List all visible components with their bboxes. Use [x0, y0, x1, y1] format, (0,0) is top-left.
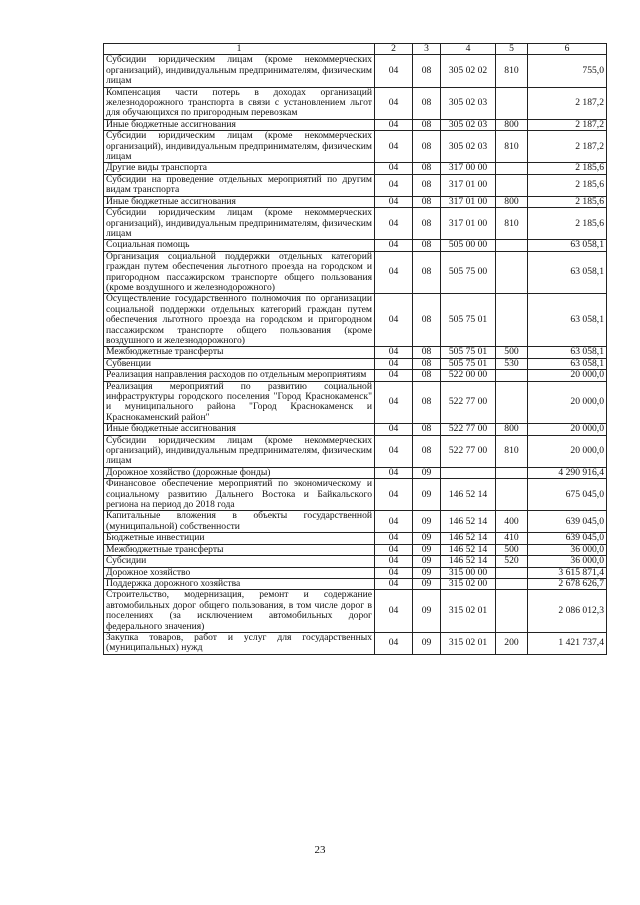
subsection-code-cell: 08: [413, 196, 441, 207]
table-row: [104, 533, 607, 544]
amount-cell: 2 086 012,3: [528, 590, 607, 633]
section-code-cell: 04: [375, 347, 413, 358]
section-code-cell: 04: [375, 294, 413, 347]
expense-type-cell: [496, 163, 528, 174]
target-article-cell: 505 00 00: [441, 240, 496, 251]
amount-cell: 2 187,2: [528, 87, 607, 119]
target-article-cell: 315 00 00: [441, 567, 496, 578]
expense-type-cell: [496, 578, 528, 589]
table-row: [104, 358, 607, 369]
expense-type-cell: 800: [496, 196, 528, 207]
target-article-cell: 305 02 03: [441, 131, 496, 163]
expense-name-cell: Компенсация части потерь в доходах организаций железнодорожного транспорта в связи с установлением льгот для обучающихся по пригородным перевозкам: [104, 87, 375, 119]
table-row: [104, 55, 607, 87]
table-row: [104, 87, 607, 119]
header-row: [104, 44, 607, 55]
subsection-code-cell: 09: [413, 511, 441, 533]
expense-type-cell: 810: [496, 435, 528, 467]
subsection-code-cell: 09: [413, 556, 441, 567]
amount-cell: 63 058,1: [528, 358, 607, 369]
expense-name-cell: Дорожное хозяйство (дорожные фонды): [104, 467, 375, 478]
table-row: [104, 578, 607, 589]
amount-cell: 20 000,0: [528, 370, 607, 381]
expense-name-cell: Осуществление государственного полномочия по организации социальной поддержки отдельных категорий граждан путем обеспечения льготного проезда на городском и пригородном пассажирском транспорте общего пользования (кроме воздушного и железнодорожного): [104, 294, 375, 347]
section-code-cell: 04: [375, 479, 413, 511]
section-code-cell: 04: [375, 511, 413, 533]
page-number: 23: [314, 844, 326, 856]
expense-name-cell: Субсидии юридическим лицам (кроме некоммерческих организаций), индивидуальным предпринимателям, физическим лицам: [104, 208, 375, 240]
amount-cell: 20 000,0: [528, 424, 607, 435]
section-code-cell: 04: [375, 578, 413, 589]
section-code-cell: 04: [375, 370, 413, 381]
table-row: [104, 294, 607, 347]
amount-cell: 63 058,1: [528, 347, 607, 358]
section-code-cell: 04: [375, 467, 413, 478]
expense-type-cell: [496, 240, 528, 251]
expense-type-cell: [496, 467, 528, 478]
section-code-cell: 04: [375, 55, 413, 87]
subsection-code-cell: 09: [413, 479, 441, 511]
section-code-cell: 04: [375, 556, 413, 567]
target-article-cell: 146 52 14: [441, 511, 496, 533]
subsection-code-cell: 08: [413, 87, 441, 119]
amount-cell: 36 000,0: [528, 556, 607, 567]
expense-type-cell: 520: [496, 556, 528, 567]
table-row: [104, 251, 607, 294]
amount-cell: 2 185,6: [528, 208, 607, 240]
section-code-cell: 04: [375, 240, 413, 251]
expense-name-cell: Субсидии: [104, 556, 375, 567]
amount-cell: 63 058,1: [528, 251, 607, 294]
expense-type-cell: [496, 567, 528, 578]
amount-cell: 2 185,6: [528, 163, 607, 174]
section-code-cell: 04: [375, 131, 413, 163]
table-row: [104, 240, 607, 251]
expense-name-cell: Закупка товаров, работ и услуг для государственных (муниципальных) нужд: [104, 632, 375, 654]
target-article-cell: 522 00 00: [441, 370, 496, 381]
expense-type-cell: [496, 251, 528, 294]
amount-cell: 20 000,0: [528, 435, 607, 467]
expense-type-cell: [496, 174, 528, 196]
expense-name-cell: Межбюджетные трансферты: [104, 347, 375, 358]
section-code-cell: 04: [375, 435, 413, 467]
header-cell: 1: [104, 44, 375, 55]
subsection-code-cell: 08: [413, 131, 441, 163]
target-article-cell: 317 01 00: [441, 174, 496, 196]
expense-type-cell: 500: [496, 544, 528, 555]
expense-name-cell: Межбюджетные трансферты: [104, 544, 375, 555]
expense-type-cell: [496, 87, 528, 119]
target-article-cell: 505 75 00: [441, 251, 496, 294]
amount-cell: 63 058,1: [528, 294, 607, 347]
table-row: [104, 511, 607, 533]
section-code-cell: 04: [375, 163, 413, 174]
amount-cell: 2 678 626,7: [528, 578, 607, 589]
expense-name-cell: Субвенции: [104, 358, 375, 369]
table-row: [104, 556, 607, 567]
table-row: [104, 174, 607, 196]
expense-name-cell: Бюджетные инвестиции: [104, 533, 375, 544]
target-article-cell: 505 75 01: [441, 294, 496, 347]
table-row: [104, 381, 607, 424]
expense-type-cell: [496, 590, 528, 633]
subsection-code-cell: 08: [413, 174, 441, 196]
expense-name-cell: Строительство, модернизация, ремонт и содержание автомобильных дорог общего пользования, в том числе дорог в поселениях (за исключением автомобильных дорог федерального значения): [104, 590, 375, 633]
subsection-code-cell: 08: [413, 119, 441, 130]
target-article-cell: 505 75 01: [441, 347, 496, 358]
amount-cell: 755,0: [528, 55, 607, 87]
table-body: [104, 44, 607, 655]
subsection-code-cell: 09: [413, 533, 441, 544]
subsection-code-cell: 09: [413, 632, 441, 654]
expense-name-cell: Поддержка дорожного хозяйства: [104, 578, 375, 589]
expense-name-cell: Субсидии юридическим лицам (кроме некоммерческих организаций), индивидуальным предпринимателям, физическим лицам: [104, 131, 375, 163]
expense-type-cell: [496, 381, 528, 424]
expense-name-cell: Реализация направления расходов по отдельным мероприятиям: [104, 370, 375, 381]
amount-cell: 639 045,0: [528, 533, 607, 544]
subsection-code-cell: 08: [413, 240, 441, 251]
amount-cell: 36 000,0: [528, 544, 607, 555]
expense-name-cell: Иные бюджетные ассигнования: [104, 424, 375, 435]
section-code-cell: 04: [375, 358, 413, 369]
expense-name-cell: Субсидии юридическим лицам (кроме некоммерческих организаций), индивидуальным предпринимателям, физическим лицам: [104, 435, 375, 467]
target-article-cell: 146 52 14: [441, 556, 496, 567]
subsection-code-cell: 09: [413, 467, 441, 478]
section-code-cell: 04: [375, 533, 413, 544]
section-code-cell: 04: [375, 251, 413, 294]
table-row: [104, 370, 607, 381]
target-article-cell: 505 75 01: [441, 358, 496, 369]
target-article-cell: 305 02 03: [441, 87, 496, 119]
subsection-code-cell: 08: [413, 435, 441, 467]
expense-type-cell: 810: [496, 55, 528, 87]
budget-table: [103, 43, 607, 655]
expense-type-cell: 800: [496, 424, 528, 435]
target-article-cell: 317 01 00: [441, 196, 496, 207]
expense-type-cell: 800: [496, 119, 528, 130]
expense-type-cell: [496, 479, 528, 511]
target-article-cell: 522 77 00: [441, 381, 496, 424]
amount-cell: 1 421 737,4: [528, 632, 607, 654]
target-article-cell: 317 00 00: [441, 163, 496, 174]
expense-type-cell: 410: [496, 533, 528, 544]
header-cell: 2: [375, 44, 413, 55]
amount-cell: 675 045,0: [528, 479, 607, 511]
subsection-code-cell: 08: [413, 370, 441, 381]
section-code-cell: 04: [375, 567, 413, 578]
subsection-code-cell: 08: [413, 424, 441, 435]
target-article-cell: 146 52 14: [441, 479, 496, 511]
section-code-cell: 04: [375, 632, 413, 654]
target-article-cell: 146 52 14: [441, 544, 496, 555]
expense-type-cell: [496, 294, 528, 347]
table-row: [104, 467, 607, 478]
expense-name-cell: Иные бюджетные ассигнования: [104, 196, 375, 207]
expense-name-cell: Другие виды транспорта: [104, 163, 375, 174]
table-row: [104, 208, 607, 240]
expense-name-cell: Субсидии юридическим лицам (кроме некоммерческих организаций), индивидуальным предпринимателям, физическим лицам: [104, 55, 375, 87]
table-row: [104, 544, 607, 555]
header-cell: 3: [413, 44, 441, 55]
subsection-code-cell: 08: [413, 381, 441, 424]
header-cell: 5: [496, 44, 528, 55]
section-code-cell: 04: [375, 87, 413, 119]
section-code-cell: 04: [375, 196, 413, 207]
table-row: [104, 479, 607, 511]
subsection-code-cell: 09: [413, 567, 441, 578]
target-article-cell: 305 02 02: [441, 55, 496, 87]
target-article-cell: 522 77 00: [441, 424, 496, 435]
expense-type-cell: 810: [496, 131, 528, 163]
subsection-code-cell: 08: [413, 358, 441, 369]
table-row: [104, 119, 607, 130]
amount-cell: 20 000,0: [528, 381, 607, 424]
table-row: [104, 131, 607, 163]
expense-name-cell: Дорожное хозяйство: [104, 567, 375, 578]
subsection-code-cell: 09: [413, 544, 441, 555]
table-row: [104, 347, 607, 358]
target-article-cell: 315 02 01: [441, 632, 496, 654]
expense-name-cell: Социальная помощь: [104, 240, 375, 251]
subsection-code-cell: 09: [413, 590, 441, 633]
expense-type-cell: 200: [496, 632, 528, 654]
section-code-cell: 04: [375, 208, 413, 240]
subsection-code-cell: 08: [413, 163, 441, 174]
section-code-cell: 04: [375, 119, 413, 130]
target-article-cell: [441, 467, 496, 478]
target-article-cell: 146 52 14: [441, 533, 496, 544]
target-article-cell: 522 77 00: [441, 435, 496, 467]
amount-cell: 4 290 916,4: [528, 467, 607, 478]
expense-type-cell: 810: [496, 208, 528, 240]
subsection-code-cell: 08: [413, 347, 441, 358]
subsection-code-cell: 09: [413, 578, 441, 589]
table-row: [104, 567, 607, 578]
table-row: [104, 424, 607, 435]
expense-name-cell: Субсидии на проведение отдельных мероприятий по другим видам транспорта: [104, 174, 375, 196]
expense-name-cell: Реализация мероприятий по развитию социальной инфраструктуры городского поселения "Город Краснокаменск" и муниципального района "Город Краснокаменск и Краснокаменский район": [104, 381, 375, 424]
expense-name-cell: Организация социальной поддержки отдельных категорий граждан путем обеспечения льготного проезда на городском и пригородном пассажирском транспорте общего пользования (кроме воздушного и железнодорожного): [104, 251, 375, 294]
expense-type-cell: 500: [496, 347, 528, 358]
section-code-cell: 04: [375, 590, 413, 633]
subsection-code-cell: 08: [413, 208, 441, 240]
amount-cell: 2 187,2: [528, 119, 607, 130]
header-cell: 4: [441, 44, 496, 55]
target-article-cell: 317 01 00: [441, 208, 496, 240]
target-article-cell: 315 02 01: [441, 590, 496, 633]
table-row: [104, 632, 607, 654]
section-code-cell: 04: [375, 381, 413, 424]
table-row: [104, 590, 607, 633]
amount-cell: 3 615 871,4: [528, 567, 607, 578]
header-cell: 6: [528, 44, 607, 55]
expense-name-cell: Иные бюджетные ассигнования: [104, 119, 375, 130]
table-row: [104, 435, 607, 467]
subsection-code-cell: 08: [413, 294, 441, 347]
amount-cell: 63 058,1: [528, 240, 607, 251]
subsection-code-cell: 08: [413, 251, 441, 294]
section-code-cell: 04: [375, 174, 413, 196]
expense-type-cell: 400: [496, 511, 528, 533]
amount-cell: 2 185,6: [528, 196, 607, 207]
subsection-code-cell: 08: [413, 55, 441, 87]
section-code-cell: 04: [375, 544, 413, 555]
expense-name-cell: Финансовое обеспечение мероприятий по экономическому и социальному развитию Дальнего Востока и Байкальского региона на период до 2018 года: [104, 479, 375, 511]
section-code-cell: 04: [375, 424, 413, 435]
table-row: [104, 196, 607, 207]
target-article-cell: 315 02 00: [441, 578, 496, 589]
expense-type-cell: 530: [496, 358, 528, 369]
expense-type-cell: [496, 370, 528, 381]
target-article-cell: 305 02 03: [441, 119, 496, 130]
table-row: [104, 163, 607, 174]
amount-cell: 2 185,6: [528, 174, 607, 196]
expense-name-cell: Капитальные вложения в объекты государственной (муниципальной) собственности: [104, 511, 375, 533]
amount-cell: 2 187,2: [528, 131, 607, 163]
amount-cell: 639 045,0: [528, 511, 607, 533]
